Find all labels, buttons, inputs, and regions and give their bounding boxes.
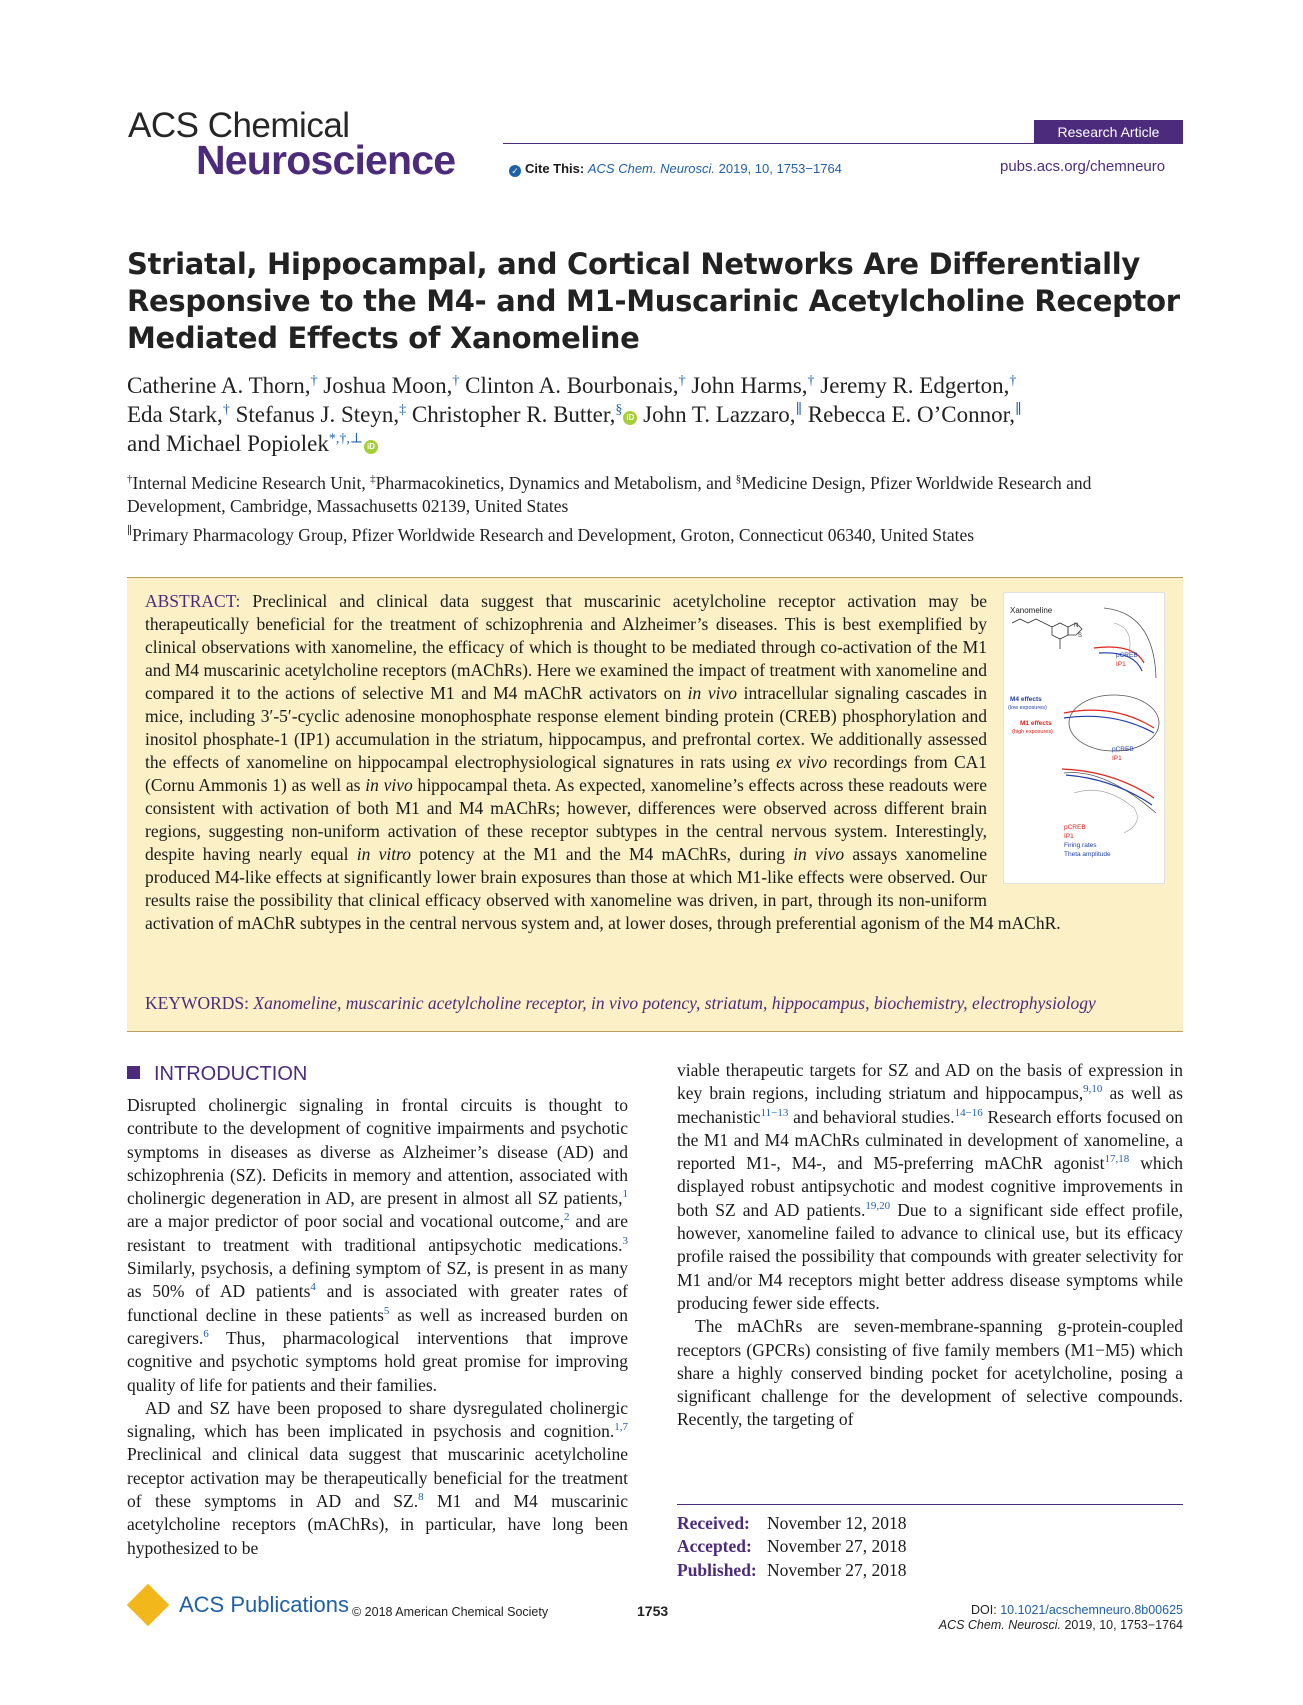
m4-effects-sub: (low exposures)	[1008, 705, 1047, 711]
dates-rule	[677, 1504, 1183, 1505]
date-value: November 27, 2018	[767, 1536, 907, 1557]
date-label: Published:	[677, 1559, 757, 1580]
svg-text:S: S	[1078, 633, 1083, 639]
abstract: Xanomeline N S pCREB IP1 M4 effects (low exposures) M1 effects (high exposures) pCREB IP1 pCREB IP1 Firing rates Theta amplitude ABSTRACT: Preclinical and clinical data suggest that muscarinic acetylcholine receptor activation may be therapeutically beneficial for the treatment of schizophrenia and Alzheimer’s diseases. This is best exemplified by clinical observations with xanomeline, the efficacy of which is thought to be mediated through co-activation of the M1 and M4 muscarinic acetylcholine receptors (mAChRs). Here we examined the impact of treatment with xanomeline and compared it to the actions of selective M1 and M4 mAChR activators on in vivo intracellular signaling cascades in mice, including 3′-5′-cyclic adenosine monophosphate response element binding protein (CREB) phosphorylation and inositol phosphate-1 (IP1) accumulation in the striatum, hippocampus, and prefrontal cortex. We additionally assessed the effects of xanomeline on hippocampal electrophysiological signatures in rats using ex vivo recordings from CA1 (Cornu Ammonis 1) as well as in vivo hippocampal theta. As expected, xanomeline’s effects across these readouts were consistent with activation of both M1 and M4 mAChRs; however, differences were observed across different brain regions, suggesting non-uniform activation of these receptor subtypes in the central nervous system. Interestingly, despite having nearly equal in vitro potency at the M1 and the M4 mAChRs, during in vivo assays xanomeline produced M4-like effects at significantly lower brain exposures than those at which M1-like effects were observed. Our results raise the possibility that clinical efficacy observed with xanomeline was driven, in part, through its non-uniform activation of mAChR subtypes in the central nervous system and, at lower doses, through preferential agonism of the M4 mAChR.	[145, 590, 1165, 935]
citation[interactable]: 17,18	[1104, 1153, 1130, 1166]
author[interactable]: John Harms,	[691, 373, 808, 398]
cite-volume[interactable]: 2019, 10, 1753−1764	[718, 161, 842, 176]
author[interactable]: Christopher R. Butter,	[411, 402, 616, 427]
author-mark: ‡	[399, 402, 407, 418]
date-label: Received:	[677, 1513, 750, 1533]
author[interactable]: Catherine A. Thorn,	[127, 373, 311, 398]
author[interactable]: Rebecca E. O’Connor,	[807, 402, 1016, 427]
author-mark: †	[452, 373, 460, 389]
journal-name-top: ACS Chemical	[128, 106, 350, 145]
orcid-icon[interactable]: iD	[364, 440, 378, 454]
citation[interactable]: 14−16	[954, 1106, 983, 1119]
orcid-icon[interactable]: iD	[623, 411, 637, 425]
abstract-label: ABSTRACT:	[145, 591, 241, 611]
cite-journal[interactable]: ACS Chem. Neurosci.	[587, 161, 716, 176]
panel2-pcreb: pCREB	[1112, 746, 1134, 753]
acs-publications-logo[interactable]	[127, 1590, 349, 1620]
keywords	[145, 992, 1175, 1015]
citation[interactable]: 19,20	[865, 1199, 891, 1212]
m4-effects-title: M4 effects	[1010, 696, 1042, 703]
panel3-pcreb: pCREB	[1064, 824, 1086, 831]
journal-name-bottom: Neuroscience	[196, 137, 456, 183]
keywords-label: KEYWORDS:	[145, 993, 250, 1013]
section-heading: INTRODUCTION	[127, 1063, 307, 1086]
author-mark: †	[222, 402, 230, 418]
body-column-left: Disrupted cholinergic signaling in frontal circuits is thought to contribute to the development of cognitive impairments and psychotic symptoms in diseases as diverse as Alzheimer’s disease (AD) and schizophrenia (SZ). Deficits in memory and attention, associated with cholinergic degeneration in AD, are present in almost all SZ patients,$^1$ are a major predictor of poor social and vocational outcome,$^2$ and are resistant to treatment with traditional antipsychotic medications.$^3$ Similarly, psychosis, a defining symptom of SZ, is present in as many as 50% of AD patients$^4$ and is associated with greater rates of functional decline in these patients$^5$ as well as increased burden on caregivers.$^6$ Thus, pharmacological interventions that improve cognitive and psychotic symptoms hold great promise for improving quality of life for patients and their families. AD and SZ have been proposed to share dysregulated cholinergic signaling, which has been implicated in psychosis and cognition.$^{1,7}$ Preclinical and clinical data suggest that muscarinic acetylcholine receptor activation may be therapeutically beneficial for the treatment of these symptoms in AD and SZ.$^8$ M1 and M4 muscarinic acetylcholine receptors (mAChRs), in particular, have long been hypothesized to be	[127, 1095, 628, 1558]
author[interactable]: Stefanus J. Steyn,	[235, 402, 400, 427]
brain-outline-3	[1064, 773, 1156, 814]
citation[interactable]: 5	[383, 1304, 390, 1317]
molecule-icon	[1012, 619, 1082, 649]
affiliation-1: †Internal Medicine Research Unit, ‡Pharmacokinetics, Dynamics and Metabolism, and §Medicine Design, Pfizer Worldwide Research and Development, Cambridge, Massachusetts 02139, United States	[127, 473, 1092, 516]
author-mark: †	[1009, 373, 1017, 389]
author-mark: §	[615, 402, 623, 418]
date-value: November 27, 2018	[767, 1559, 907, 1580]
author[interactable]: Clinton A. Bourbonais,	[465, 373, 679, 398]
citation[interactable]: 8	[418, 1491, 424, 1504]
article-type-badge: Research Article	[1034, 120, 1183, 144]
panel1-ip1: IP1	[1116, 661, 1126, 668]
panel3-theta: Theta amplitude	[1064, 851, 1111, 858]
author[interactable]: Joshua Moon,	[323, 373, 453, 398]
cite-label: Cite This:	[525, 161, 585, 176]
author[interactable]: Jeremy R. Edgerton,	[820, 373, 1010, 398]
citation[interactable]: 4	[310, 1281, 316, 1294]
panel2-ip1: IP1	[1112, 755, 1122, 762]
author[interactable]: and Michael Popiolek	[127, 431, 329, 456]
cite-this[interactable]	[509, 161, 842, 177]
citation[interactable]: 9,10	[1083, 1083, 1103, 1096]
citation[interactable]: 1,7	[614, 1421, 628, 1434]
panel3-ip1: IP1	[1064, 833, 1074, 840]
citation[interactable]: 11−13	[760, 1106, 789, 1119]
author-mark: †	[678, 373, 686, 389]
acs-logo-icon	[127, 1584, 169, 1626]
toc-graphic	[1003, 592, 1165, 884]
article-title: Striatal, Hippocampal, and Cortical Networks Are Differentially Responsive to the M4- and M1-Muscarinic Acetylcholine Receptor Mediated Effects of Xanomeline	[127, 247, 1180, 355]
author-mark: ∥	[1015, 402, 1022, 418]
journal-url[interactable]: pubs.acs.org/chemneuro	[1000, 158, 1166, 175]
page-number: 1753	[637, 1603, 669, 1619]
doi-link[interactable]: 10.1021/acschemneuro.8b00625	[1000, 1603, 1183, 1617]
author-mark: *,†,⊥	[328, 431, 364, 447]
author-mark: ∥	[795, 402, 803, 418]
affiliation-2: ∥Primary Pharmacology Group, Pfizer Worldwide Research and Development, Groton, Connecticut 06340, United States	[127, 525, 975, 545]
svg-text:N: N	[1074, 623, 1079, 629]
citation[interactable]: 1	[622, 1188, 628, 1201]
m1-effects-title: M1 effects	[1020, 720, 1052, 727]
author[interactable]: John T. Lazzaro,	[643, 402, 796, 427]
author-mark: †	[807, 373, 815, 389]
citation[interactable]: 6	[203, 1328, 209, 1341]
m1-effects-sub: (high exposures)	[1012, 729, 1053, 735]
author-list	[127, 371, 1187, 458]
square-icon	[127, 1066, 140, 1079]
publication-dates	[677, 1512, 907, 1582]
citation[interactable]: 2	[563, 1211, 570, 1224]
copyright: © 2018 American Chemical Society	[352, 1605, 549, 1619]
doi-block: DOI: 10.1021/acschemneuro.8b00625 ACS Chem. Neurosci. 2019, 10, 1753−1764	[938, 1603, 1183, 1632]
toc-drug-label: Xanomeline	[1010, 606, 1053, 615]
checkmark-icon: ✓	[509, 165, 521, 177]
date-value: November 12, 2018	[767, 1513, 907, 1533]
panel1-pcreb: pCREB	[1116, 652, 1138, 659]
author[interactable]: Eda Stark,	[127, 402, 223, 427]
date-label: Accepted:	[677, 1536, 752, 1557]
panel3-firing: Firing rates	[1064, 842, 1097, 849]
body-column-right: viable therapeutic targets for SZ and AD on the basis of expression in key brain regions, including striatum and hippocampus,$^{9,10}$ as well as mechanistic$^{11-13}$ and behavioral studies.$^{14-16}$ Research efforts focused on the M1 and M4 mAChRs culminated in development of xanomeline, a reported M1-, M4-, and M5-preferring mAChR agonist$^{17,18}$ which displayed robust antipsychotic and modest cognitive improvements in both SZ and AD patients.$^{19,20}$ Due to a significant side effect profile, however, xanomeline failed to advance to clinical use, but its efficacy profile raised the possibility that compounds with greater selectivity for M1 and/or M4 receptors might better address disease symptoms while producing fewer side effects. The mAChRs are seven-membrane-spanning g-protein-coupled receptors (GPCRs) consisting of five family members (M1−M5) which share a highly conserved binding pocket for acetylcholine, posing a significant challenge for the development of selective compounds. Recently, the targeting of	[677, 1060, 1183, 1430]
keywords-text: Xanomeline, muscarinic acetylcholine receptor, in vivo potency, striatum, hippocampus, biochemistry, electrophysiology	[253, 993, 1096, 1013]
publisher-name: ACS Publications	[179, 1592, 349, 1617]
citation[interactable]: 3	[622, 1234, 628, 1247]
author-mark: †	[310, 373, 318, 389]
toc-graphic-svg	[1004, 593, 1164, 883]
